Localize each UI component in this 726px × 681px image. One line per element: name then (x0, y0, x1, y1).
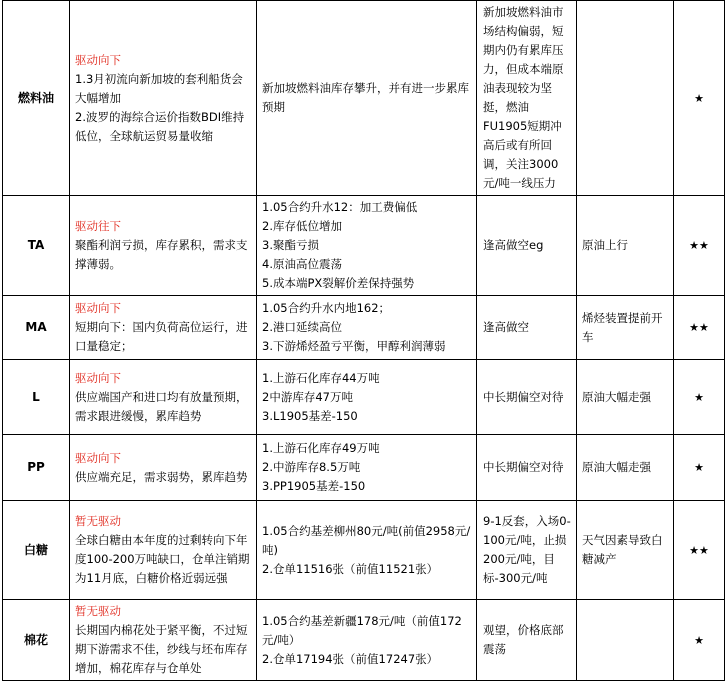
commodity-name: L (3, 360, 70, 435)
data-line: 2.仓单17194张（前值17247张） (262, 651, 439, 666)
view-cell (477, 1, 577, 196)
risk-cell: 烯烃装置提前开车 (577, 296, 674, 360)
data-line: 3.下游烯烃盈亏平衡，甲醇利润薄弱 (262, 339, 446, 353)
logic-cell (70, 296, 257, 360)
view-line: 逢高做空eg (483, 238, 544, 252)
star-rating: ★ (674, 360, 725, 435)
logic-cell (70, 196, 257, 296)
view-line: 中长期偏空对待 (483, 460, 564, 474)
data-line: 3.PP1905基差-150 (262, 479, 366, 493)
risk-cell: 原油大幅走强 (577, 360, 674, 435)
data-line: 5.成本端PX裂解价差保持强势 (262, 276, 415, 290)
logic-line: 全球白糖由本年度的过剩转向下年度100-200万吨缺口，仓单注销期为11月底，白糖价格近弱远强 (75, 533, 250, 585)
data-cell (257, 501, 477, 600)
star-rating: ★ (674, 600, 725, 681)
data-line: 1.上游石化库存49万吨 (262, 441, 380, 455)
star-rating: ★★ (674, 296, 725, 360)
data-cell (257, 1, 477, 196)
commodity-strategy-table (2, 0, 725, 681)
risk-cell: 原油大幅走强 (577, 435, 674, 501)
data-line: 2中游库存47万吨 (262, 389, 353, 404)
view-cell (477, 600, 577, 681)
commodity-name: 燃料油 (3, 1, 70, 196)
table-row (3, 600, 725, 681)
logic-cell (70, 360, 257, 435)
table-row (3, 296, 725, 360)
data-line: 4.原油高位震荡 (262, 257, 342, 271)
logic-cell (70, 600, 257, 681)
data-cell (257, 196, 477, 296)
logic-cell (70, 501, 257, 600)
commodity-name: 棉花 (3, 600, 70, 681)
view-line: 新加坡燃料油市场结构偏弱，短期内仍有累库压力，但成本端原油表现较为坚挺，燃油FU1905短期冲高后或有所回调，关注3000元/吨一线压力 (483, 5, 564, 190)
data-cell (257, 296, 477, 360)
data-line: 1.上游石化库存44万吨 (262, 370, 380, 385)
risk-cell: 原油上行 (577, 196, 674, 296)
driver-label: 驱动向下 (75, 370, 121, 385)
logic-line: 2.波罗的海综合运价指数BDI维持低位，全球航运贸易量收缩 (75, 109, 245, 143)
view-cell (477, 196, 577, 296)
data-cell (257, 360, 477, 435)
risk-cell: 天气因素导致白糖减产 (577, 501, 674, 600)
data-line: 1.05合约升水内地162； (262, 301, 391, 315)
commodity-name: 白糖 (3, 501, 70, 600)
driver-label: 暂无驱动 (75, 604, 121, 618)
star-rating: ★★ (674, 501, 725, 600)
data-line: 1.05合约基差新疆178元/吨（前值172元/吨） (262, 613, 462, 647)
data-cell (257, 600, 477, 681)
star-rating: ★ (674, 1, 725, 196)
driver-label: 驱动向下 (75, 52, 121, 67)
data-line: 2.库存低位增加 (262, 219, 342, 233)
view-cell (477, 435, 577, 501)
view-cell (477, 501, 577, 600)
logic-line: 长期国内棉花处于紧平衡，不过短期下游需求不佳，纱线与坯布库存增加，棉花库存与仓单处 (75, 623, 248, 675)
data-line: 1.05合约升水12：加工费偏低 (262, 200, 418, 214)
view-cell (477, 360, 577, 435)
table-row (3, 1, 725, 196)
logic-cell (70, 1, 257, 196)
view-cell (477, 296, 577, 360)
star-rating: ★★ (674, 196, 725, 296)
table-row (3, 360, 725, 435)
commodity-name: MA (3, 296, 70, 360)
data-line: 2.港口延续高位 (262, 320, 342, 334)
commodity-name: PP (3, 435, 70, 501)
commodity-name: TA (3, 196, 70, 296)
view-line: 中长期偏空对待 (483, 389, 564, 404)
view-line: 观望，价格底部震荡 (483, 623, 564, 656)
data-line: 1.05合约基差柳州80元/吨(前值2958元/吨) (262, 523, 471, 557)
risk-cell (577, 600, 674, 681)
logic-line: 1.3月初流向新加坡的套利船货会大幅增加 (75, 71, 243, 105)
logic-line: 供应端充足，需求弱势，累库趋势 (75, 469, 248, 484)
driver-label: 暂无驱动 (75, 514, 121, 528)
logic-cell (70, 435, 257, 501)
data-line: 3.L1905基差-150 (262, 408, 358, 423)
data-line: 新加坡燃料油库存攀升，并有进一步累库预期 (262, 81, 469, 114)
logic-line: 供应端国产和进口均有放量预期，需求跟进缓慢，累库趋势 (75, 389, 248, 423)
view-line: 逢高做空 (483, 320, 529, 334)
view-line: 9-1反套，入场0-100元/吨，止损200元/吨，目标-300元/吨 (483, 514, 571, 585)
driver-label: 驱动向下 (75, 450, 121, 465)
data-line: 3.聚酯亏损 (262, 238, 319, 252)
logic-line: 短期向下：国内负荷高位运行，进口量稳定； (75, 320, 248, 353)
data-cell (257, 435, 477, 501)
table-row (3, 501, 725, 600)
driver-label: 驱动往下 (75, 219, 121, 233)
table-row (3, 196, 725, 296)
logic-line: 聚酯利润亏损，库存累积，需求支撑薄弱。 (75, 238, 248, 271)
table-row (3, 435, 725, 501)
risk-cell (577, 1, 674, 196)
star-rating: ★ (674, 435, 725, 501)
driver-label: 驱动向下 (75, 301, 121, 315)
data-line: 2.中游库存8.5万吨 (262, 460, 361, 474)
data-line: 2.仓单11516张（前值11521张） (262, 561, 439, 576)
